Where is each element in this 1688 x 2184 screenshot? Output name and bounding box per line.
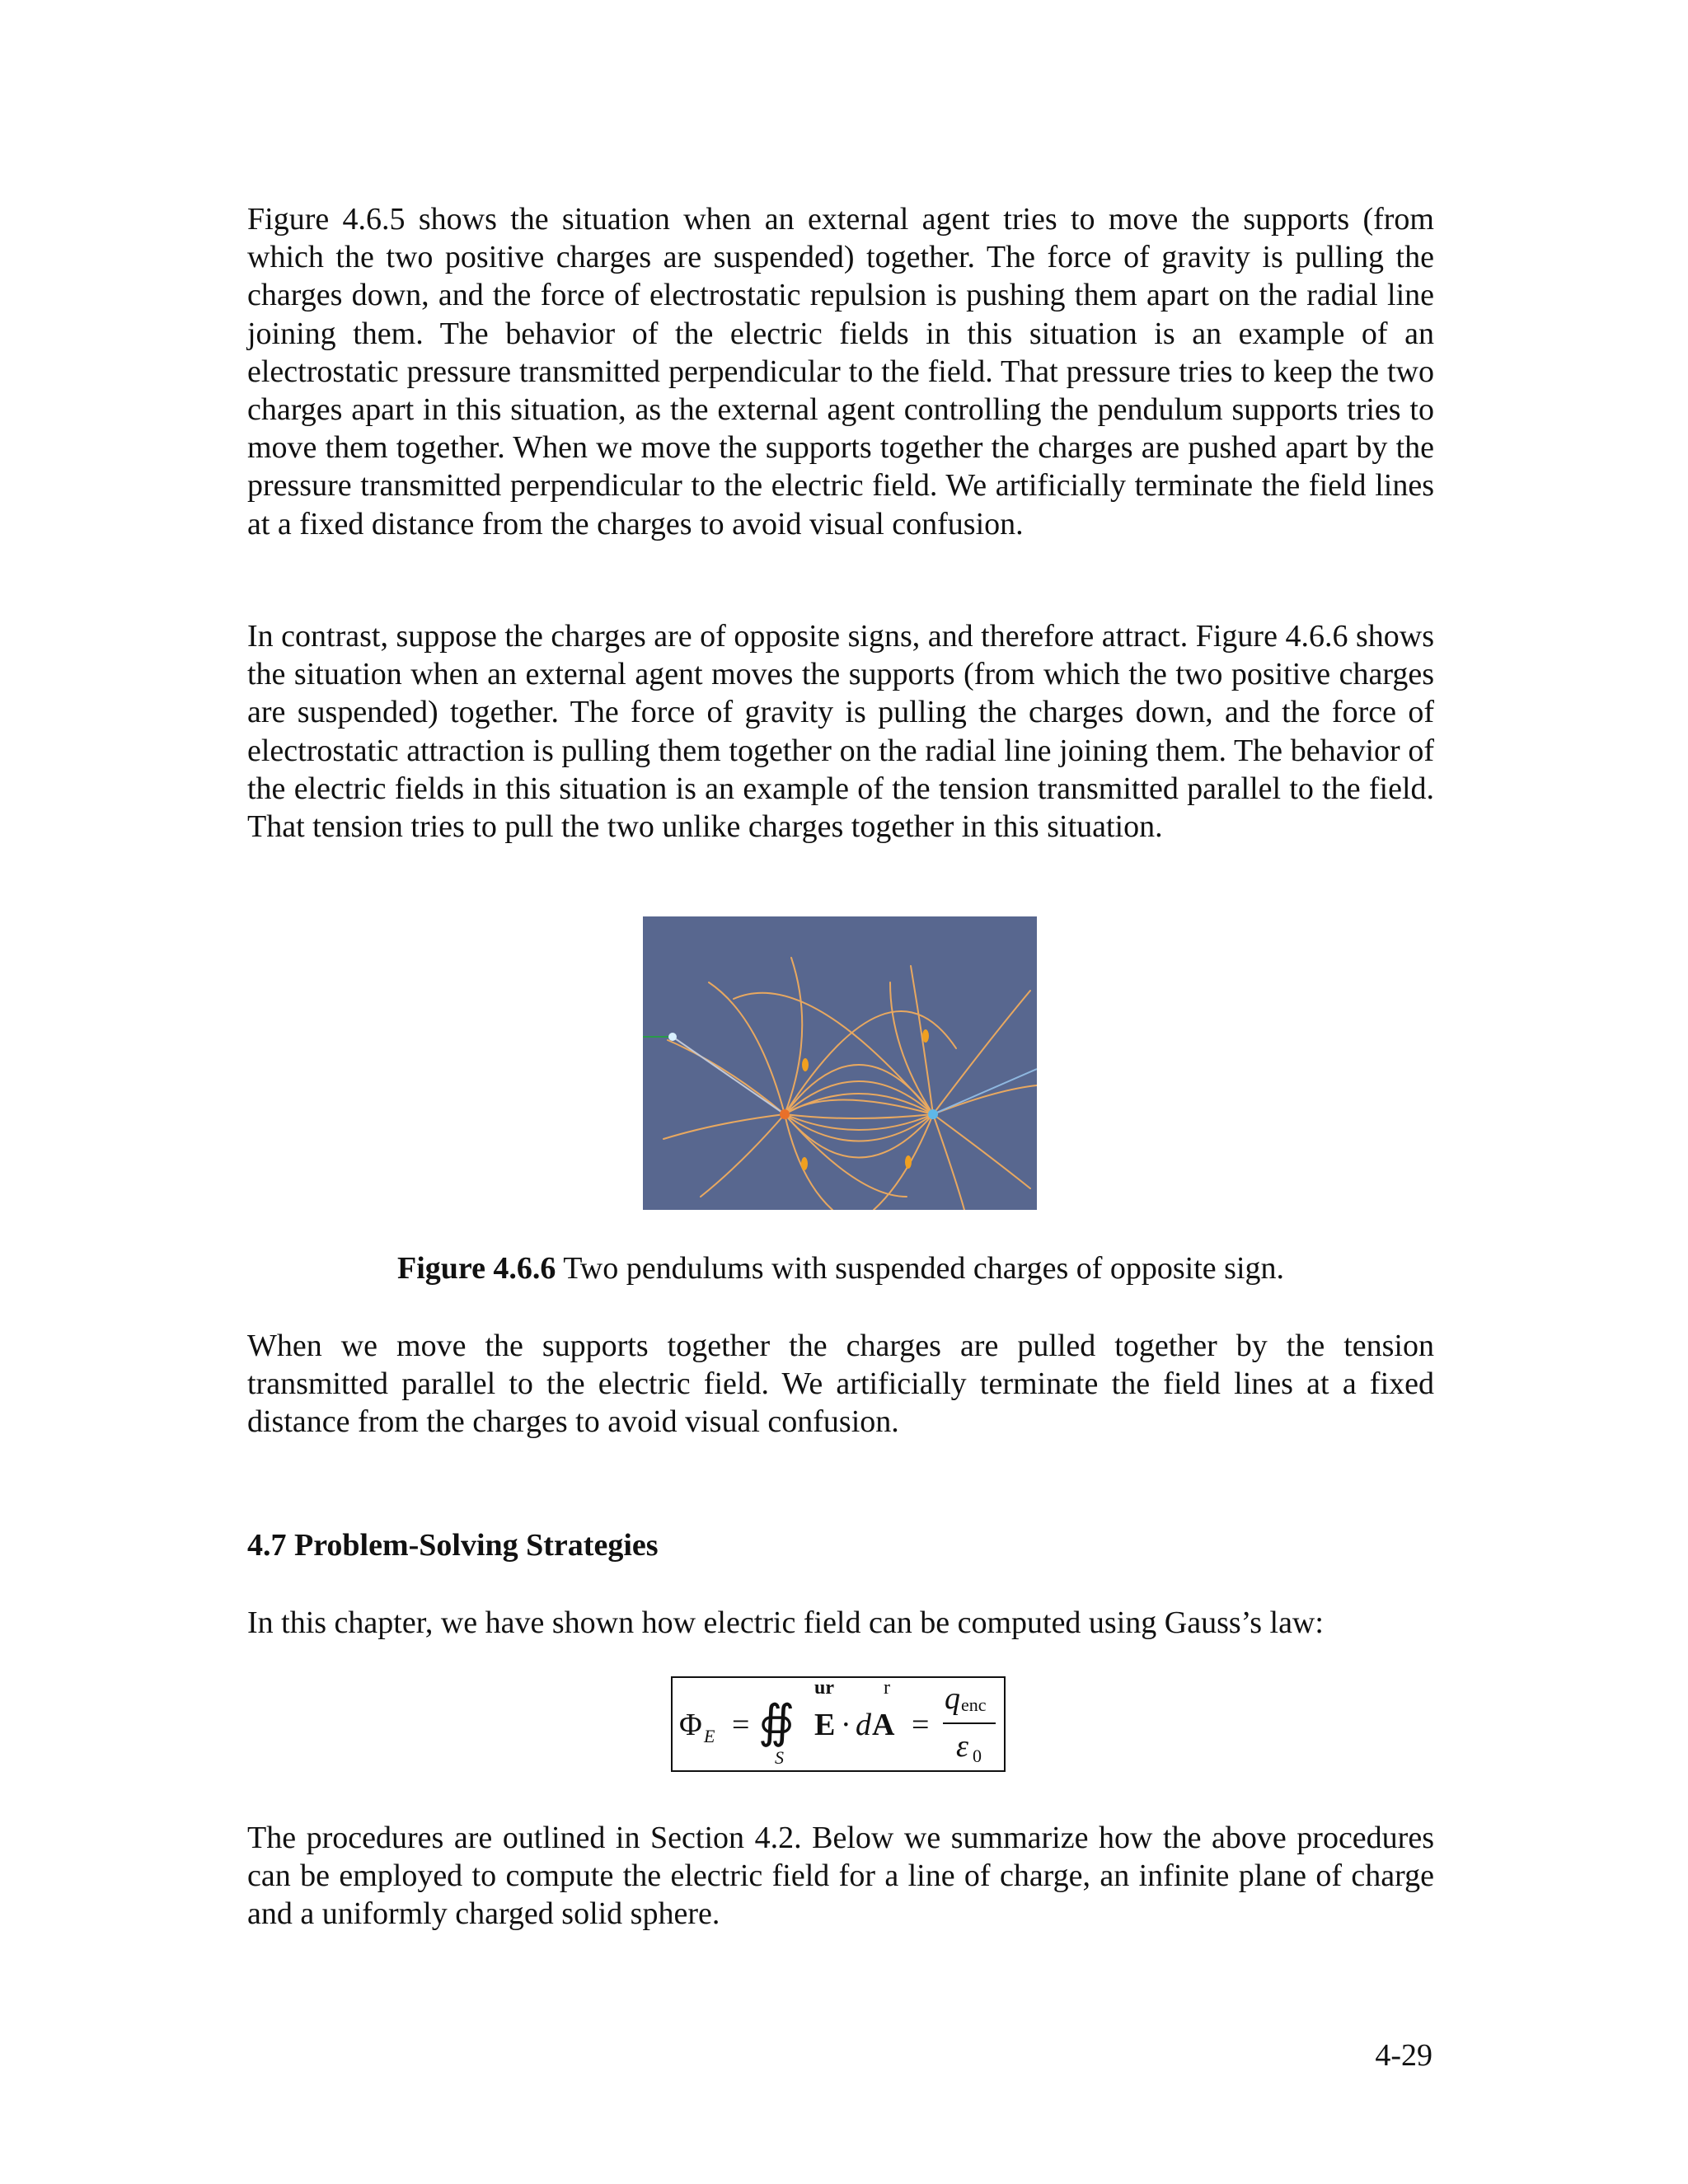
eq-equals-1: = <box>732 1708 750 1742</box>
field-line <box>890 982 933 1114</box>
field-marker <box>802 1058 809 1071</box>
field-line <box>709 982 785 1114</box>
section-heading: 4.7 Problem-Solving Strategies <box>247 1528 659 1563</box>
eq-epsilon: ε <box>956 1729 968 1764</box>
field-line <box>785 1114 933 1158</box>
eq-A: A <box>872 1708 895 1742</box>
field-line <box>933 1114 964 1210</box>
field-line <box>933 991 1030 1114</box>
figure-pendulum-field-lines <box>643 916 1037 1210</box>
field-marker <box>905 1155 912 1169</box>
negative-charge <box>928 1109 938 1119</box>
fraction-bar <box>943 1722 996 1724</box>
paragraph-conclusion: When we move the supports together the charges are pulled together by the tension transmitted parallel to the electric field. We artificially terminate the field lines at a fixed distance from the charges to avoid visual confusion. <box>247 1329 1434 1440</box>
eq-vector-mark-a: r <box>884 1677 890 1699</box>
paragraph-gauss-intro: In this chapter, we have shown how electric field can be computed using Gauss’s law: <box>247 1605 1324 1640</box>
paragraph-tension: In contrast, suppose the charges are of opposite signs, and therefore attract. Figure 4.6.6 shows the situation when an external agent moves the supports (from which the two positive charges are suspended) together. The force of gravity is pulling the charges down, and the force of electrostatic attraction is pulling them together on the radial line joining them. The behavior of the electric fields in this situation is an example of the tension transmitted parallel to the field. That tension tries to pull the two unlike charges together in this situation. <box>247 619 1434 845</box>
positive-charge <box>780 1109 790 1119</box>
eq-q: q <box>945 1681 960 1716</box>
field-lines-illustration <box>643 916 1037 1210</box>
eq-phi: Φ <box>679 1708 702 1742</box>
field-line <box>785 1114 933 1118</box>
eq-surface-sub: S <box>775 1747 784 1768</box>
field-marker <box>801 1157 808 1170</box>
eq-q-sub: enc <box>961 1694 987 1715</box>
eq-equals-2: = <box>912 1708 930 1742</box>
field-line <box>785 1100 933 1115</box>
field-line <box>933 1085 1037 1114</box>
eq-dot: · <box>841 1708 851 1742</box>
pendulum-string-left <box>673 1037 785 1114</box>
pendulum-string-right <box>933 1069 1037 1114</box>
field-marker <box>922 1029 929 1043</box>
field-lines <box>663 958 1037 1210</box>
eq-E: E <box>814 1708 836 1742</box>
field-line <box>668 1040 785 1114</box>
eq-d: d <box>856 1708 871 1742</box>
caption-text: Two pendulums with suspended charges of opposite sign. <box>556 1251 1285 1286</box>
eq-epsilon-sub: 0 <box>973 1746 982 1766</box>
integral-icon: ∯ <box>758 1697 795 1748</box>
gauss-law-equation <box>671 1676 1006 1772</box>
paragraph-pressure: Figure 4.6.5 shows the situation when an external agent tries to move the supports (from which the two positive charges are suspended) together. The force of gravity is pulling the charges down, and the force of electrostatic repulsion is pushing them apart on the radial line joining them. The behavior of the electric fields in this situation is an example of an electrostatic pressure transmitted perpendicular to the field. That pressure tries to keep the two charges apart in this situation, as the external agent controlling the pendulum supports tries to move them together. When we move the supports together the charges are pushed apart by the pressure transmitted perpendicular to the electric field. We artificially terminate the field lines at a fixed distance from the charges to avoid visual confusion. <box>247 202 1434 541</box>
eq-vector-mark-e: ur <box>814 1677 834 1699</box>
caption-label: Figure 4.6.6 <box>396 1251 556 1286</box>
paragraph-procedures: The procedures are outlined in Section 4.2. Below we summarize how the above procedures can be employed to compute the electric field for a line of charge, an infinite plane of charge and a uniformly charged solid sphere. <box>247 1821 1434 1932</box>
eq-phi-sub: E <box>704 1726 715 1746</box>
page-number: 4-29 <box>1375 2038 1432 2073</box>
figure-caption <box>247 1249 1434 1287</box>
field-line <box>933 1114 1030 1188</box>
pivot-point <box>668 1033 677 1041</box>
